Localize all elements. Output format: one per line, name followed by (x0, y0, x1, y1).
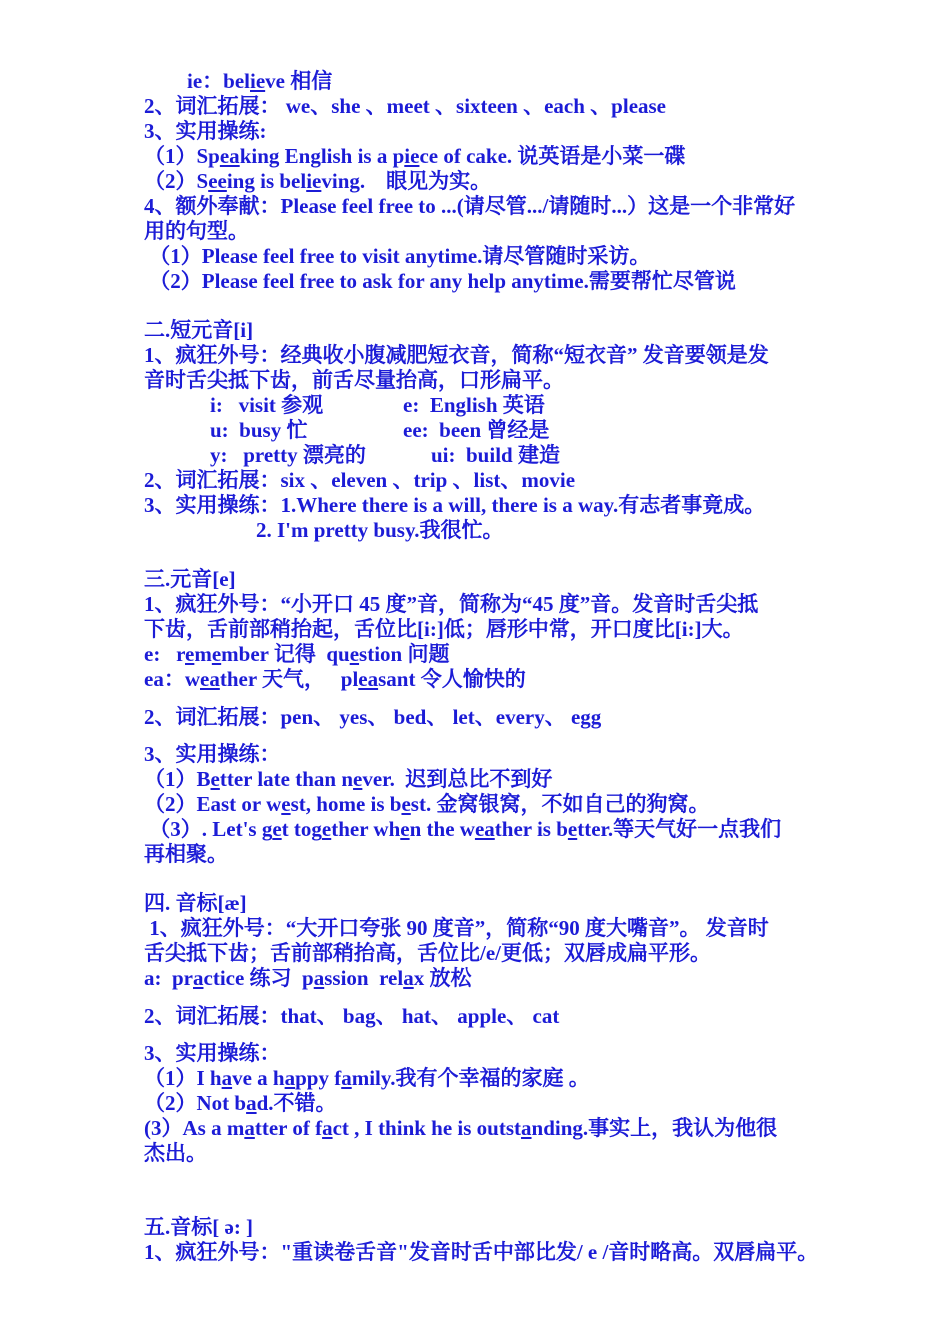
underlined-letters: a (284, 1066, 296, 1090)
text-segment: 用的句型。 (144, 219, 249, 243)
underlined-letters: e (321, 817, 332, 841)
text-segment: （2）Please feel free to ask for any help anytime.需要帮忙尽管说 (144, 269, 736, 293)
text-segment: （1）Please feel free to visit anytime.请尽管随时采访。 (144, 244, 651, 268)
text-segment: 1、疯狂外号：经典收小腹减肥短衣音，简称“短衣音” 发音要领是发 (144, 343, 769, 367)
underlined-letters: a (246, 1091, 257, 1115)
underlined-letters: ie (404, 144, 420, 168)
text-line (144, 792, 709, 817)
text-segment: ve a h (232, 1066, 285, 1090)
text-line (144, 767, 552, 792)
underlined-letters: e (211, 642, 222, 666)
text-line (144, 916, 769, 941)
text-segment: ie：bel (187, 69, 250, 93)
text-segment: ther 天气， pl (219, 667, 359, 691)
text-segment: y: pretty 漂亮的 (210, 443, 366, 467)
text-segment: （2）S (144, 169, 209, 193)
text-segment: m (194, 642, 212, 666)
text-line (144, 144, 685, 169)
text-line (210, 418, 307, 443)
text-segment: ee: been 曾经是 (403, 418, 550, 442)
underlined-letters: a (221, 1066, 233, 1090)
text-segment: ppy f (295, 1066, 342, 1090)
text-line (144, 119, 267, 144)
text-line (144, 368, 564, 393)
text-segment: sant 令人愉快的 (378, 667, 526, 691)
text-segment: tter of f (254, 1116, 323, 1140)
text-line (144, 705, 601, 730)
underlined-letters: ea (200, 667, 220, 691)
underlined-letters: a (521, 1116, 532, 1140)
text-segment: 再相聚。 (144, 842, 228, 866)
text-segment: （2）Not b (144, 1091, 247, 1115)
text-segment: （1）Sp (144, 144, 220, 168)
text-segment: e: r (144, 642, 186, 666)
text-segment: 2. I'm pretty busy.我很忙。 (256, 518, 504, 542)
text-line (144, 1215, 253, 1240)
text-line (403, 418, 549, 443)
text-segment: ct , I think he is outst (332, 1116, 522, 1140)
text-segment: ing is bel (226, 169, 307, 193)
text-line (210, 393, 323, 418)
text-segment: 1、疯狂外号：“大开口夸张 90 度音”，简称“90 度大嘴音”。 发音时 (144, 916, 769, 940)
text-line (144, 343, 769, 368)
underlined-letters: e (185, 642, 195, 666)
underlined-letters: ie (250, 69, 266, 93)
underlined-letters: e (400, 817, 410, 841)
text-segment: （2）East or w (144, 792, 282, 816)
underlined-letters: ea (358, 667, 379, 691)
text-line (144, 1240, 818, 1265)
text-line (144, 966, 471, 991)
text-segment: 2、词汇拓展：pen、 yes、 bed、 let、every、 egg (144, 705, 602, 729)
text-segment: 舌尖抵下齿；舌前部稍抬高，舌位比/e/更低；双唇成扁平形。 (144, 941, 711, 965)
text-line (144, 1004, 559, 1029)
text-line (144, 567, 236, 592)
text-line (144, 318, 253, 343)
text-segment: st. 金窝银窝，不如自己的狗窝。 (410, 792, 710, 816)
text-line (144, 617, 744, 642)
text-segment: 2、词汇拓展： we、she 、meet 、sixteen 、each 、please (144, 94, 667, 118)
underlined-letters: a (322, 1116, 333, 1140)
text-segment: 三.元音[e] (144, 567, 236, 591)
text-segment: 3、实用操练: (144, 119, 267, 143)
text-line (144, 842, 228, 867)
text-segment: ther wh (331, 817, 401, 841)
text-segment: 3、实用操练：1.Where there is a will, there is a way.有志者事竟成。 (144, 493, 766, 517)
text-line (144, 1041, 281, 1066)
underlined-letters: ee (208, 169, 227, 193)
underlined-letters: e (349, 642, 360, 666)
text-line (403, 393, 545, 418)
text-line (144, 468, 575, 493)
underlined-letters: e (281, 792, 291, 816)
text-segment: d.不错。 (256, 1091, 337, 1115)
text-segment: (3）As a m (144, 1116, 245, 1140)
underlined-letters: e (567, 817, 578, 841)
underlined-letters: e (353, 767, 363, 791)
text-line (144, 817, 781, 842)
text-line (144, 244, 650, 269)
text-segment: 3、实用操练： (144, 742, 281, 766)
text-line (144, 667, 526, 692)
text-line (431, 443, 560, 468)
underlined-letters: a (244, 1116, 255, 1140)
text-segment: 3、实用操练： (144, 1041, 281, 1065)
text-line (144, 1141, 207, 1166)
text-segment: （3）. Let's g (144, 817, 273, 841)
text-line (144, 219, 249, 244)
text-segment: ssion rel (324, 966, 404, 990)
text-segment: 杰出。 (144, 1141, 207, 1165)
text-segment: 1、疯狂外号："重读卷舌音"发音时舌中部比发/ e /音时略高。双唇扁平。 (144, 1240, 819, 1264)
text-segment: 1、疯狂外号：“小开口 45 度”音，简称为“45 度”音。发音时舌尖抵 (144, 592, 759, 616)
text-segment: 音时舌尖抵下齿，前舌尽量抬高，口形扁平。 (144, 368, 564, 392)
text-segment: mily.我有个幸福的家庭 。 (351, 1066, 590, 1090)
text-segment: ve 相信 (265, 69, 333, 93)
text-segment: king English is a p (239, 144, 405, 168)
text-segment: 下齿，舌前部稍抬起，舌位比[i:]低；唇形中常，开口度比[i:]大。 (144, 617, 744, 641)
text-segment: x 放松 (413, 966, 472, 990)
text-segment: t tog (281, 817, 322, 841)
text-line (256, 518, 504, 543)
text-segment: 2、词汇拓展：that、 bag、 hat、 apple、 cat (144, 1004, 560, 1028)
underlined-letters: e (272, 817, 282, 841)
text-segment: st, home is b (290, 792, 402, 816)
text-segment: （1）B (144, 767, 211, 791)
underlined-letters: ea (219, 144, 240, 168)
text-line (210, 443, 366, 468)
underlined-letters: e (210, 767, 220, 791)
text-segment: nding.事实上，我认为他很 (531, 1116, 778, 1140)
underlined-letters: a (341, 1066, 352, 1090)
text-line (144, 742, 281, 767)
text-line (144, 94, 666, 119)
text-segment: （1）I h (144, 1066, 222, 1090)
text-line (144, 891, 247, 916)
text-segment: i: visit 参观 (210, 393, 324, 417)
text-segment: n the w (409, 817, 475, 841)
text-line (144, 269, 736, 294)
text-segment: 4、额外奉献：Please feel free to ...(请尽管.../请随时...）这是一个非常好 (144, 194, 796, 218)
text-line (144, 1116, 777, 1141)
text-segment: ving. 眼见为实。 (321, 169, 492, 193)
text-segment: ui: build 建造 (431, 443, 560, 467)
text-segment: ce of cake. 说英语是小菜一碟 (419, 144, 686, 168)
text-segment: ver. 迟到总比不到好 (362, 767, 553, 791)
underlined-letters: a (193, 966, 204, 990)
text-segment: ctice 练习 p (203, 966, 314, 990)
text-line (144, 493, 765, 518)
text-line (144, 1066, 590, 1091)
underlined-letters: a (313, 966, 325, 990)
underlined-letters: ie (306, 169, 322, 193)
text-line (144, 1091, 337, 1116)
text-line (187, 69, 332, 94)
text-segment: 四. 音标[æ] (144, 891, 247, 915)
text-segment: a: pr (144, 966, 193, 990)
text-segment: ea：w (144, 667, 200, 691)
text-segment: 2、词汇拓展：six 、eleven 、trip 、list、movie (144, 468, 576, 492)
text-line (144, 941, 711, 966)
text-segment: tter.等天气好一点我们 (577, 817, 782, 841)
underlined-letters: a (403, 966, 414, 990)
text-segment: u: busy 忙 (210, 418, 308, 442)
text-segment: 二.短元音[i] (144, 318, 254, 342)
text-segment: mber 记得 qu (221, 642, 350, 666)
text-segment: 五.音标[ ə: ] (144, 1215, 254, 1239)
underlined-letters: ea (474, 817, 495, 841)
text-line (144, 642, 449, 667)
text-line (144, 592, 758, 617)
text-line (144, 169, 491, 194)
text-segment: e: English 英语 (403, 393, 545, 417)
text-segment: tter late than n (219, 767, 354, 791)
text-segment: stion 问题 (359, 642, 450, 666)
underlined-letters: e (401, 792, 411, 816)
text-segment: ther is b (494, 817, 568, 841)
text-line (144, 194, 795, 219)
